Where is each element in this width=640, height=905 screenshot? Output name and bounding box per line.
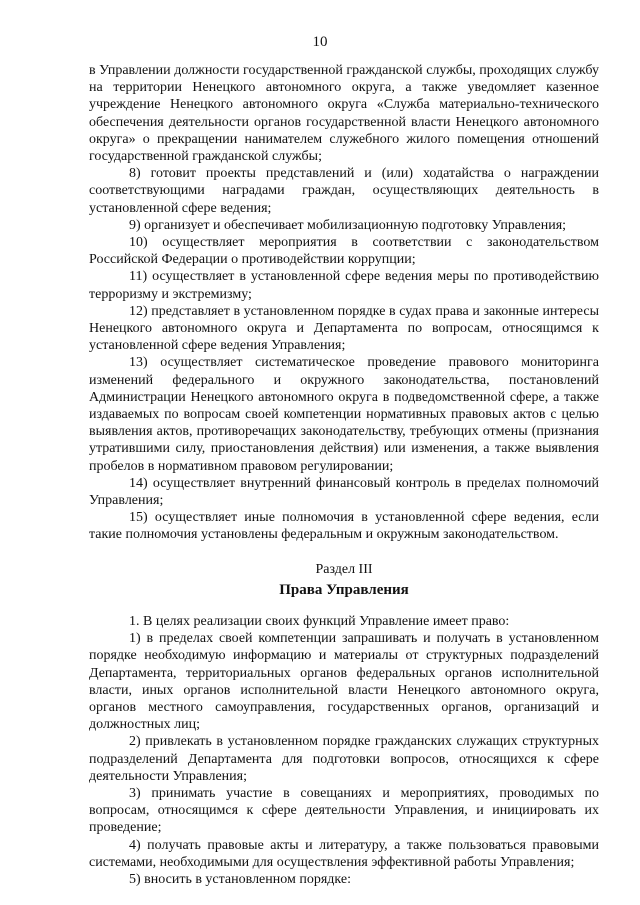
paragraph-continuation: в Управлении должности государственной гражданской службы, проходящих службу на территории Ненецкого автономного округа, а также уведомляет казенное учреждение Ненецкого автономного округа «Служба материально-технического обеспечения деятельности органов государственной власти Ненецкого автономного округа» о прекращении нанимателем служебного жилого помещения отношений государственной гражданской службы; — [89, 63, 599, 165]
document-body — [89, 62, 599, 888]
paragraph-item-15: 15) осуществляет иные полномочия в установленной сфере ведения, если такие полномочия установлены федеральным и окружным законодательством. — [89, 510, 599, 543]
paragraph-right-2: 2) привлекать в установленном порядке гражданских служащих структурных подразделений Департамента для подготовки вопросов, относящихся к сфере деятельности Управления; — [89, 734, 599, 784]
paragraph-item-9: 9) организует и обеспечивает мобилизационную подготовку Управления; — [129, 217, 567, 233]
paragraph-item-11: 11) осуществляет в установленной сфере ведения меры по противодействию терроризму и экстремизму; — [89, 269, 599, 302]
paragraph-item-10: 10) осуществляет мероприятия в соответствии с законодательством Российской Федерации о противодействии коррупции; — [89, 235, 599, 268]
paragraph-right-4: 4) получать правовые акты и литературу, а также пользоваться правовыми системами, необходимыми для осуществления эффективной работы Управления; — [89, 837, 599, 870]
section-heading: Раздел III — [315, 561, 373, 577]
section-title: Права Управления — [279, 581, 409, 598]
paragraph-right-1: 1) в пределах своей компетенции запрашивать и получать в установленном порядке необходимую информацию и материалы от структурных подразделений Департамента, территориальных органов федеральных органов исполнительной власти, иных органов исполнительной власти Ненецкого автономного округа, органов местного самоуправления, государственных органов, организаций и должностных лиц; — [89, 631, 599, 733]
paragraph-right-3: 3) принимать участие в совещаниях и мероприятиях, проводимых по вопросам, относящимся к сфере деятельности Управления, и инициировать их проведение; — [89, 785, 599, 836]
page-number: 10 — [312, 34, 328, 50]
paragraph-item-14: 14) осуществляет внутренний финансовый контроль в пределах полномочий Управления; — [89, 475, 599, 509]
paragraph-item-12: 12) представляет в установленном порядке в судах права и законные интересы Ненецкого автономного округа и Департамента по вопросам, относящимся к установленной сфере ведения Управления; — [89, 303, 599, 354]
paragraph-item-8: 8) готовит проекты представлений и (или) ходатайства о награждении соответствующими наградами граждан, осуществляющих деятельность в установленной сфере ведения; — [89, 166, 599, 216]
paragraph-item-13: 13) осуществляет систематическое проведение правового мониторинга изменений федерального и окружного законодательства, постановлений Администрации Ненецкого автономного округа в подведомственной сфере, а также издаваемых по вопросам своей компетенции нормативных правовых актов с целью выявления актов, противоречащих законодательству, требующих отмены (признания утратившими силу, приостановления действия) или изменения, а также выявления пробелов в нормативном правовом регулировании; — [89, 355, 599, 474]
paragraph-right-5: 5) вносить в установленном порядке: — [129, 871, 351, 887]
paragraph-rights-intro: 1. В целях реализации своих функций Управление имеет право: — [129, 613, 510, 629]
